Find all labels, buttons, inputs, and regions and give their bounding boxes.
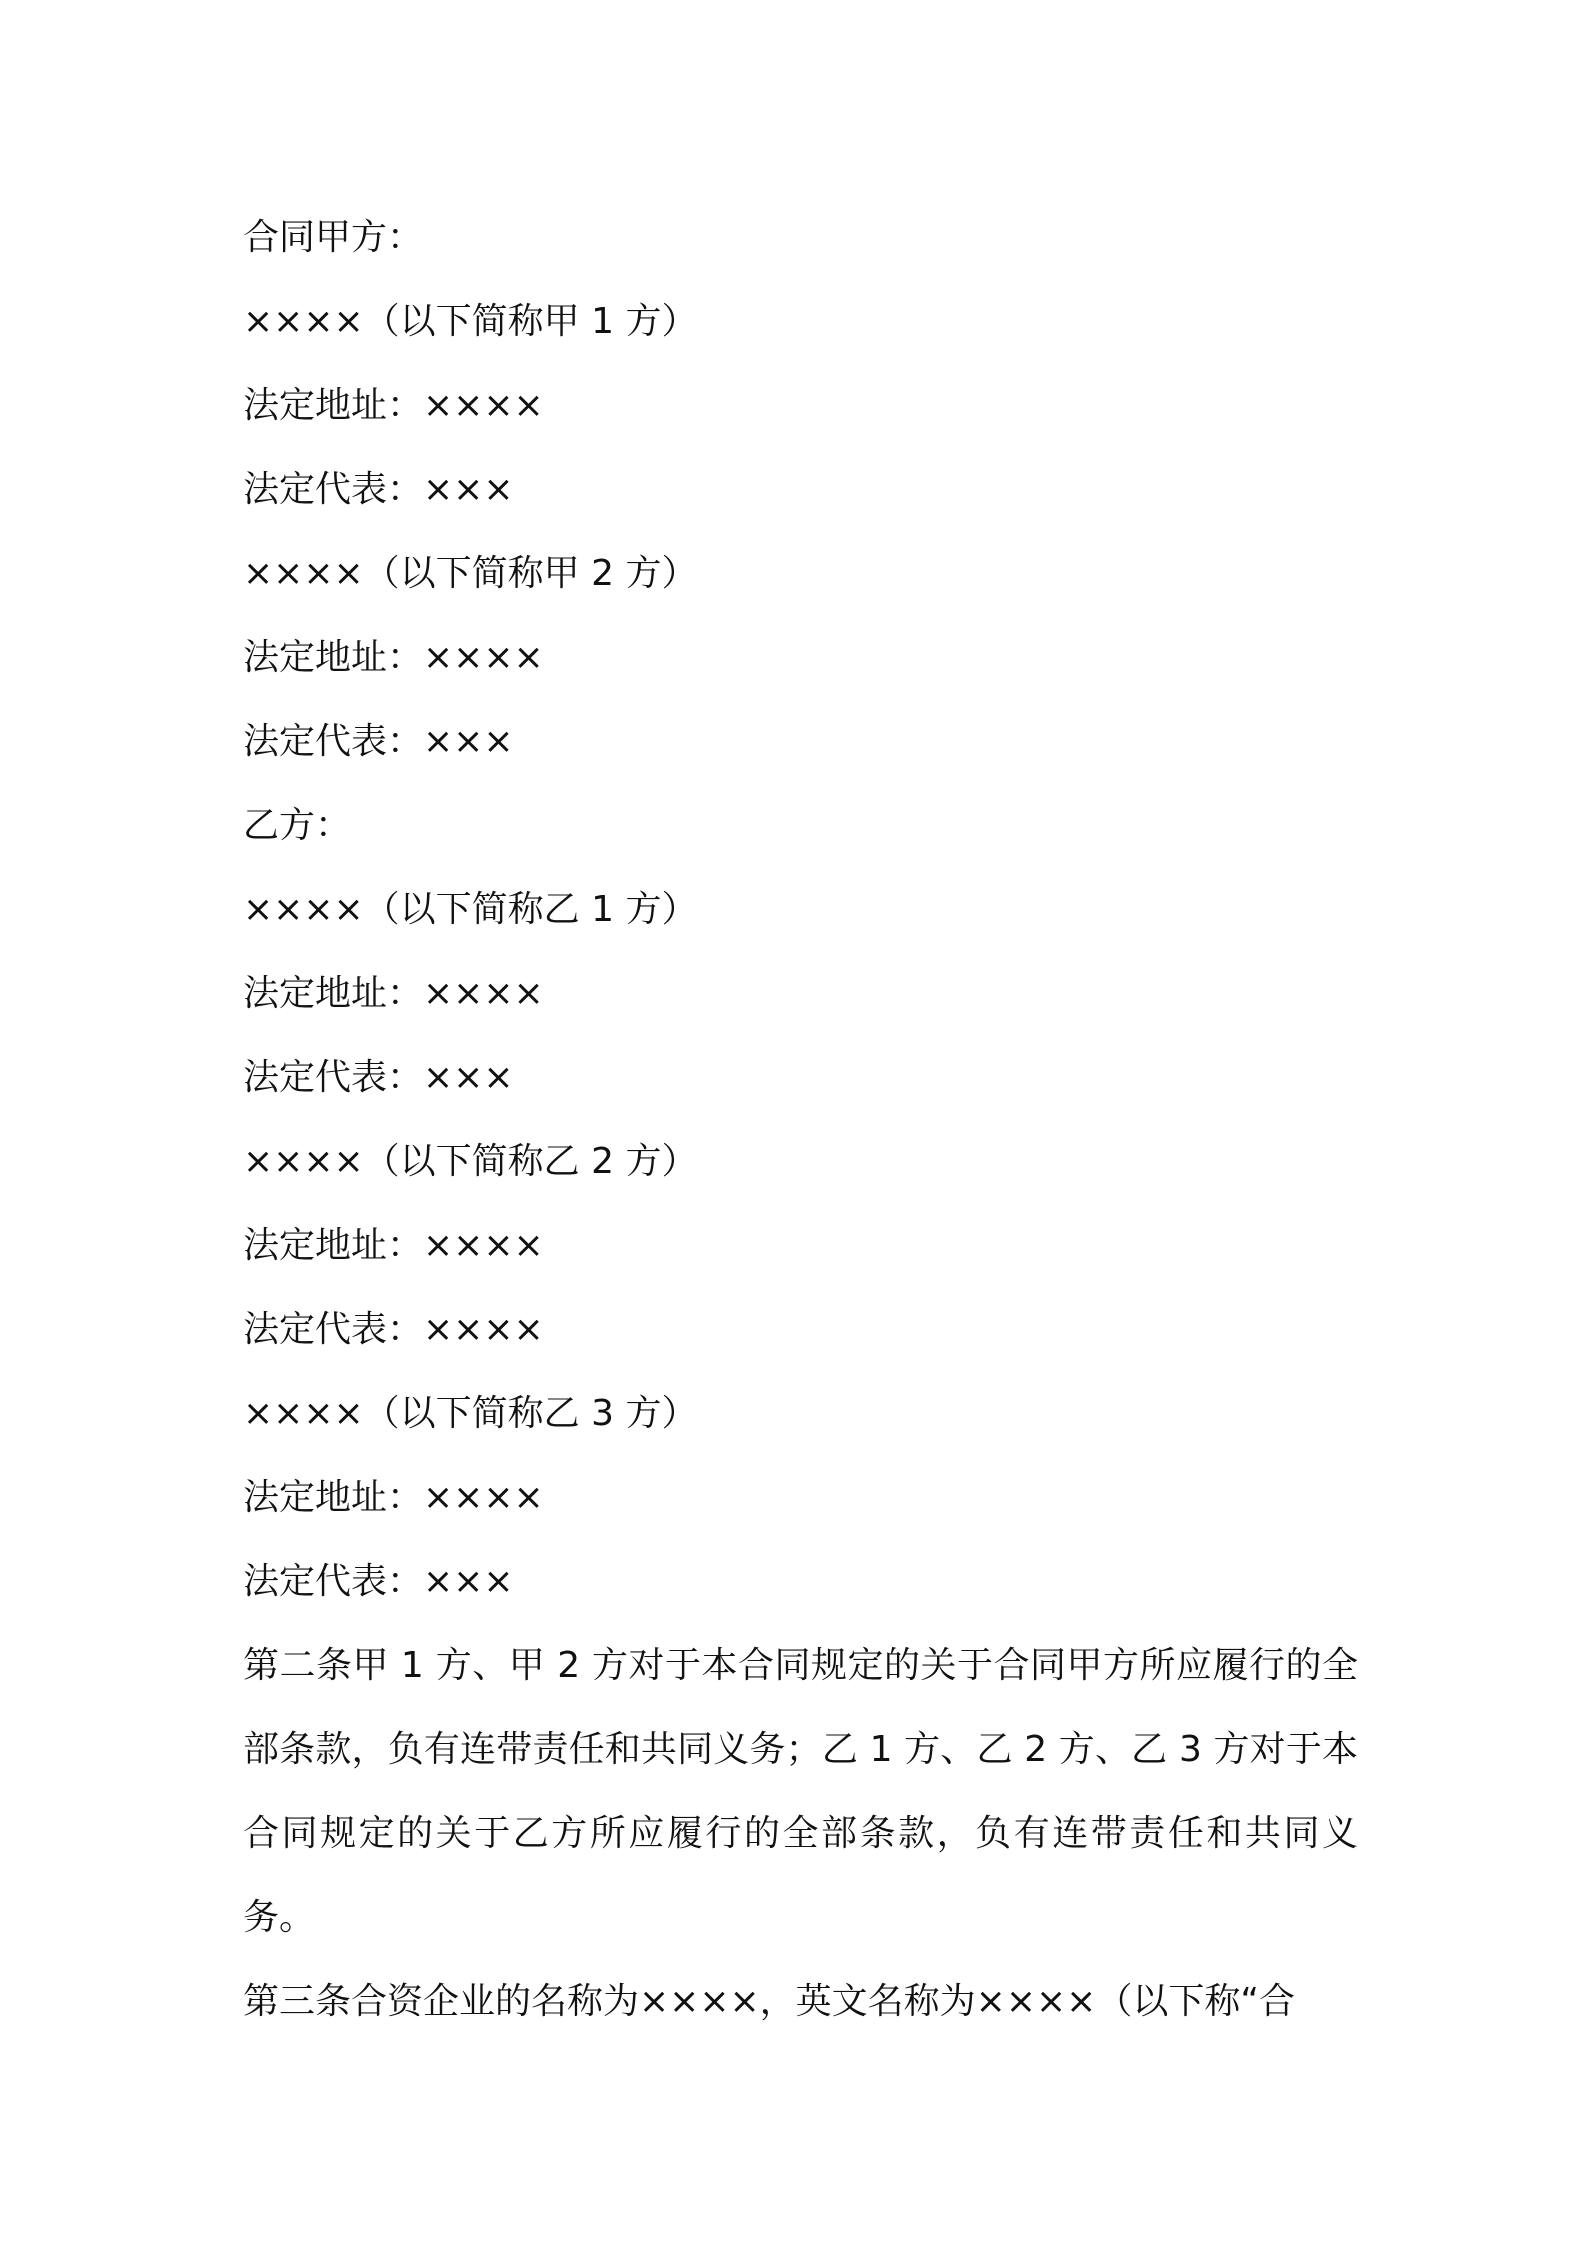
party-a2-name: ××××（以下简称甲 2 方） — [243, 553, 698, 594]
party-a2-address: 法定地址：×××× — [243, 637, 544, 678]
party-a-heading: 合同甲方： — [243, 217, 424, 258]
party-a2-representative: 法定代表：××× — [243, 721, 514, 762]
party-b1-representative: 法定代表：××× — [243, 1057, 514, 1098]
party-b-heading: 乙方： — [243, 805, 352, 846]
party-a1-address: 法定地址：×××× — [243, 385, 544, 426]
party-b2-address: 法定地址：×××× — [243, 1225, 544, 1266]
party-a1-name: ××××（以下简称甲 1 方） — [243, 301, 698, 342]
party-a1-representative: 法定代表：××× — [243, 469, 514, 510]
party-b3-address: 法定地址：×××× — [243, 1477, 544, 1518]
party-b3-name: ××××（以下简称乙 3 方） — [243, 1393, 698, 1434]
article-3-paragraph: 第三条合资企业的名称为××××，英文名称为××××（以下称“合 — [243, 1981, 1295, 2022]
document-body — [243, 196, 1358, 2044]
party-b1-name: ××××（以下简称乙 1 方） — [243, 889, 698, 930]
article-2-paragraph: 第二条甲 1 方、甲 2 方对于本合同规定的关于合同甲方所应履行的全部条款，负有连带责任和共同义务；乙 1 方、乙 2 方、乙 3 方对于本合同规定的关于乙方所应履行的全部条款，负有连带责任和共同义务。 — [243, 1645, 1358, 1938]
party-b2-name: ××××（以下简称乙 2 方） — [243, 1141, 698, 1182]
party-b2-representative: 法定代表：×××× — [243, 1309, 544, 1350]
party-b3-representative: 法定代表：××× — [243, 1561, 514, 1602]
party-b1-address: 法定地址：×××× — [243, 973, 544, 1014]
